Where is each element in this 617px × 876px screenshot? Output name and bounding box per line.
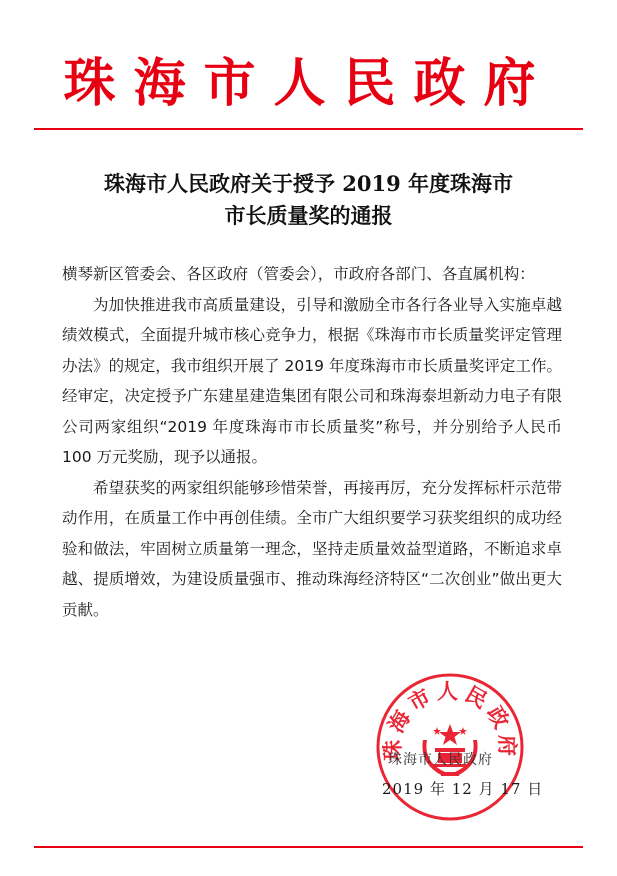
- paragraph-2: 希望获奖的两家组织能够珍惜荣誉，再接再厉，充分发挥标杆示范带动作用，在质量工作中再创佳绩。全市广大组织要学习获奖组织的成功经验和做法，牢固树立质量第一理念，坚持走质量效益型道路，不断追求卓越、提质增效，为建设质量强市、推动珠海经济特区“二次创业”做出更大贡献。: [62, 478, 562, 619]
- seal-text: 珠海市人民政府: [379, 678, 521, 762]
- issuer-masthead: 珠海市人民政府: [63, 53, 554, 114]
- paragraph-1: 为加快推进我市高质量建设，引导和激励全市各行各业导入实施卓越绩效模式，全面提升城市核心竞争力，根据《珠海市市长质量奖评定管理办法》的规定，我市组织开展了 2019 年度珠海市市长质量奖评定工作。经审定，决定授予广东建星建造集团有限公司和珠海泰坦新动力电子有限公司两家组织“2019 年度珠海市市长质量奖”称号，并分别给予人民币 100 万元奖励，现予以通报。: [62, 295, 562, 466]
- red-rule-top: [34, 128, 583, 130]
- signature-issuer: 珠海市人民政府: [388, 752, 493, 768]
- title-line-1: 珠海市人民政府关于授予 2019 年度珠海市: [103, 171, 514, 196]
- issue-date: 2019 年 12 月 17 日: [382, 780, 544, 798]
- official-seal-icon: [375, 672, 525, 822]
- document-title: [40, 168, 577, 232]
- recipients: 横琴新区管委会、各区政府（管委会），市政府各部门、各直属机构：: [62, 265, 535, 283]
- title-line-2: 市长质量奖的通报: [224, 203, 393, 228]
- red-rule-bottom: [34, 846, 583, 848]
- document-body: [62, 259, 562, 625]
